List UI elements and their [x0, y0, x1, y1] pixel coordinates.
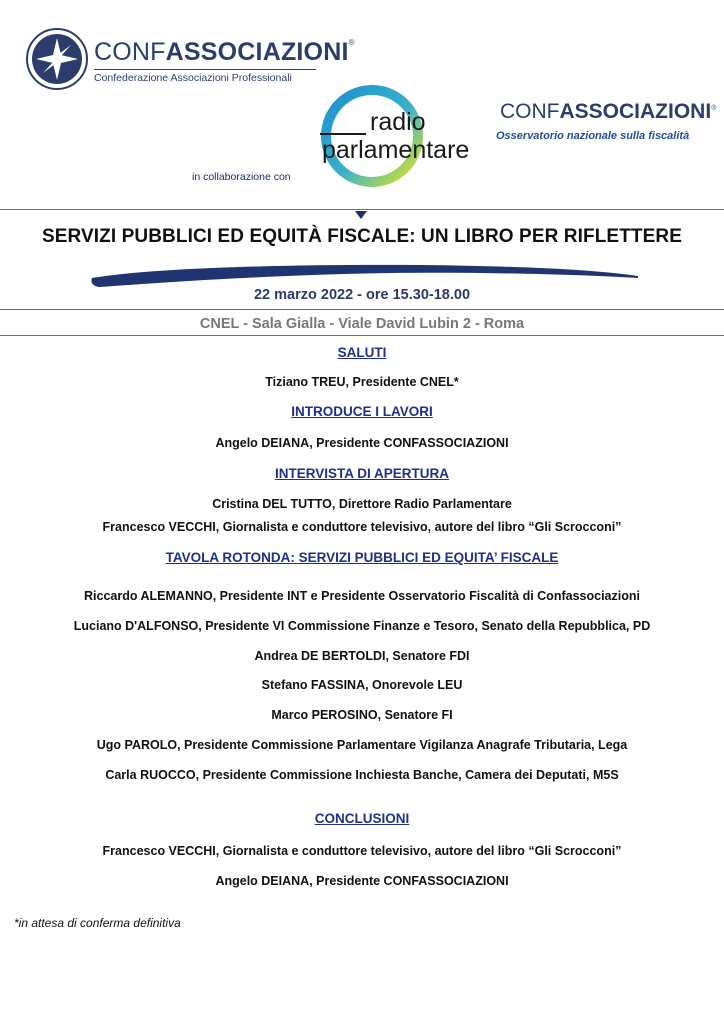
- event-venue: CNEL - Sala Gialla - Viale David Lubin 2 - Roma: [199, 316, 525, 332]
- top-divider: [0, 209, 724, 210]
- confassociazioni-logo: [26, 28, 355, 92]
- section-heading-conclusioni: CONCLUSIONI: [314, 811, 410, 826]
- speaker-line: Angelo DEIANA, Presidente CONFASSOCIAZIONI: [215, 874, 509, 888]
- radio-word: radio: [370, 108, 426, 136]
- section-heading-saluti: SALUTI: [337, 345, 387, 360]
- speaker-line: Francesco VECCHI, Giornalista e conduttore televisivo, autore del libro “Gli Scrocconi”: [102, 844, 622, 858]
- speaker-line: Francesco VECCHI, Giornalista e conduttore televisivo, autore del libro “Gli Scrocconi”: [102, 520, 622, 534]
- section-heading-intervista: INTERVISTA DI APERTURA: [274, 466, 449, 481]
- speaker-line: Angelo DEIANA, Presidente CONFASSOCIAZIONI: [215, 436, 509, 450]
- confassociazioni-emblem-icon: [26, 28, 88, 90]
- section-heading-tavola: TAVOLA ROTONDA: SERVIZI PUBBLICI ED EQUITA’ FISCALE: [165, 550, 559, 565]
- speaker-line: Ugo PAROLO, Presidente Commissione Parlamentare Vigilanza Anagrafe Tributaria, Lega: [96, 738, 628, 752]
- osservatorio-wordmark: CONFASSOCIAZIONI®: [500, 100, 717, 123]
- osservatorio-subtitle: Osservatorio nazionale sulla fiscalità: [496, 130, 690, 142]
- speaker-line: Carla RUOCCO, Presidente Commissione Inchiesta Banche, Camera dei Deputati, M5S: [105, 768, 619, 782]
- parlamentare-word: parlamentare: [322, 136, 470, 164]
- speaker-line: Cristina DEL TUTTO, Direttore Radio Parlamentare: [212, 497, 512, 511]
- footnote: *in attesa di conferma definitiva: [14, 916, 181, 930]
- speaker-line: Riccardo ALEMANNO, Presidente INT e Presidente Osservatorio Fiscalità di Confassociazioni: [84, 589, 640, 603]
- speaker-line: Marco PEROSINO, Senatore FI: [271, 708, 453, 722]
- caret-down-icon: [355, 211, 367, 219]
- brush-stroke-icon: [90, 260, 640, 290]
- brand-subtitle: Confederazione Associazioni Professionali: [94, 72, 292, 84]
- brand-wordmark: CONFASSOCIAZIONI®: [94, 38, 355, 66]
- brand-divider: [94, 69, 316, 70]
- event-title: SERVIZI PUBBLICI ED EQUITÀ FISCALE: UN LIBRO PER RIFLETTERE: [42, 226, 682, 247]
- venue-bottom-divider: [0, 335, 724, 336]
- section-heading-introduce: INTRODUCE I LAVORI: [291, 404, 433, 419]
- speaker-line: Andrea DE BERTOLDI, Senatore FDI: [254, 649, 470, 663]
- osservatorio-logo: [496, 100, 717, 150]
- speaker-line: Stefano FASSINA, Onorevole LEU: [261, 678, 463, 692]
- radio-parlamentare-logo: [316, 84, 476, 190]
- speaker-line: Tiziano TREU, Presidente CNEL*: [265, 375, 459, 389]
- event-date: 22 marzo 2022 - ore 15.30-18.00: [253, 287, 471, 303]
- venue-top-divider: [0, 309, 724, 310]
- speaker-line: Luciano D'ALFONSO, Presidente VI Commissione Finanze e Tesoro, Senato della Repubblica, PD: [73, 619, 651, 633]
- collaboration-label: in collaborazione con: [192, 171, 291, 183]
